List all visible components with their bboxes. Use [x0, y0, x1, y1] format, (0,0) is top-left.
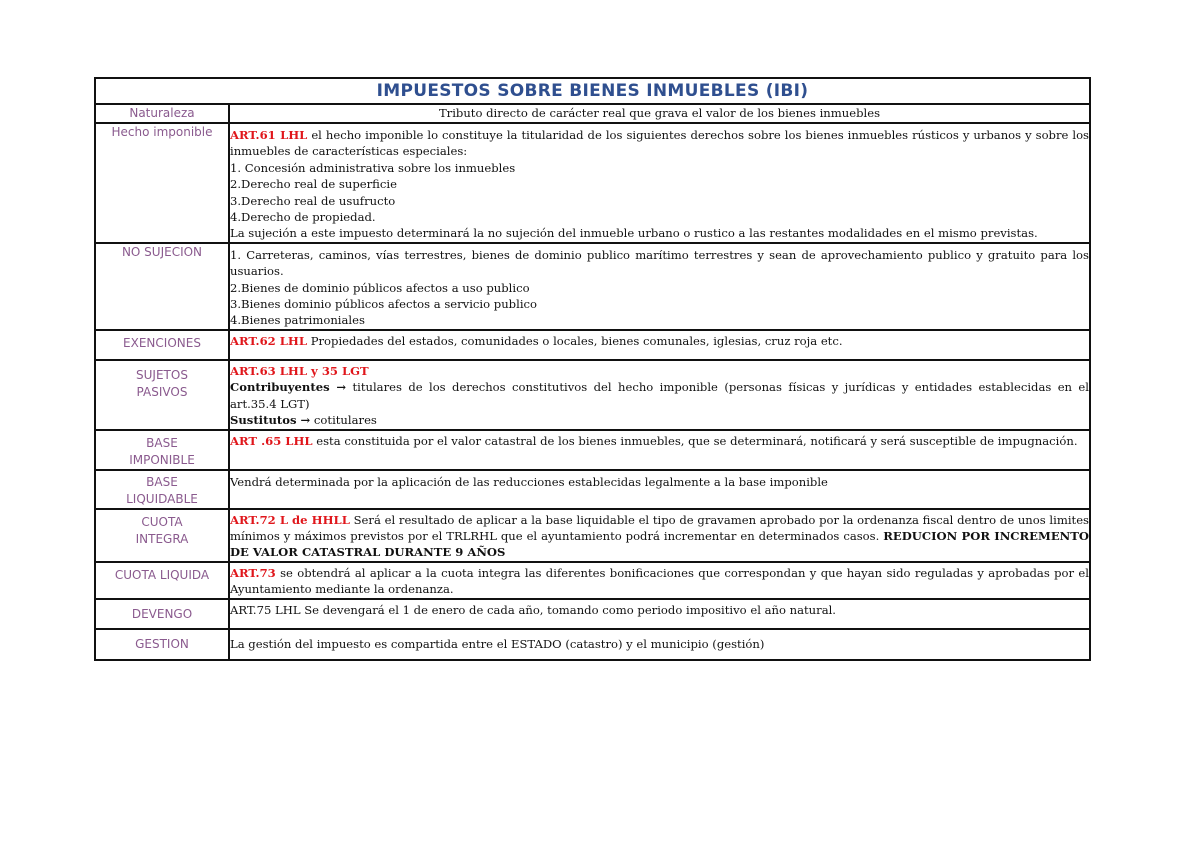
label-base-liquidable	[95, 470, 229, 509]
exenciones-text: Propiedades del estados, comunidades o locales, bienes comunales, iglesias, cruz roja etc.	[307, 333, 843, 348]
title-row	[95, 78, 1090, 104]
hecho-item: 3.Derecho real de usufructo	[230, 193, 396, 208]
cell-cuota-integra	[229, 509, 1090, 562]
cell-cuota-liquida	[229, 562, 1090, 599]
cell-no-sujecion	[229, 243, 1090, 330]
base-imponible-text: esta constituida por el valor catastral de los bienes inmuebles, que se determinará, notificará y será susceptible de impugnación.	[312, 433, 1078, 448]
row-sujetos-pasivos	[95, 360, 1090, 430]
cuota-integra-bold-text: REDUCION POR INCREMENTO DE VALOR CATASTRAL DURANTE 9 AÑOS	[230, 528, 1089, 560]
label-naturaleza: Naturaleza	[95, 104, 229, 123]
cell-exenciones	[229, 330, 1090, 360]
row-gestion	[95, 629, 1090, 660]
row-devengo	[95, 599, 1090, 629]
label-cuota-integra-line2: INTEGRA	[135, 531, 189, 546]
label-base-imponible	[95, 430, 229, 470]
label-cuota-liquida: CUOTA LIQUIDA	[95, 562, 229, 599]
table-title: IMPUESTOS SOBRE BIENES INMUEBLES (IBI)	[95, 78, 1090, 104]
no-sujecion-item: 2.Bienes de dominio públicos afectos a uso publico	[230, 280, 530, 295]
row-naturaleza	[95, 104, 1090, 123]
text-naturaleza: Tributo directo de carácter real que grava el valor de los bienes inmuebles	[229, 104, 1090, 123]
row-no-sujecion	[95, 243, 1090, 330]
hecho-closing: La sujeción a este impuesto determinará la no sujeción del inmueble urbano o rustico a las restantes modalidades en el mismo previstas.	[230, 226, 1038, 241]
row-cuota-liquida	[95, 562, 1090, 599]
cell-devengo: ART.75 LHL Se devengará el 1 de enero de cada año, tomando como periodo impositivo el año natural.	[229, 599, 1090, 629]
label-cuota-integra	[95, 509, 229, 562]
cuota-integra-article: ART.72 L de HHLL	[230, 512, 350, 527]
label-cuota-integra-line1: CUOTA	[141, 514, 183, 529]
sujetos-contribuyentes	[230, 379, 1089, 412]
no-sujecion-item: 1. Carreteras, caminos, vías terrestres, bienes de dominio publico marítimo terrestres y sean de aprovechamiento publico y gratuito para los usuarios.	[230, 247, 1089, 279]
label-sujetos-line1: SUJETOS	[136, 367, 188, 382]
hecho-item: 2.Derecho real de superficie	[230, 177, 397, 192]
contribuyentes-text: titulares de los derechos constitutivos del hecho imponible (personas físicas y jurídicas y entidades establecidas en el art.35.4 LGT)	[230, 380, 1089, 411]
sujetos-article: ART.63 LHL y 35 LGT	[230, 363, 369, 378]
cell-base-imponible	[229, 430, 1090, 470]
sujetos-sustitutos	[230, 412, 1089, 428]
label-base-liquidable-line2: LIQUIDABLE	[126, 491, 198, 506]
cuota-liquida-article: ART.73	[230, 565, 276, 580]
label-base-liquidable-line1: BASE	[146, 474, 178, 489]
hecho-article: ART.61 LHL	[230, 128, 308, 142]
cuota-liquida-text: se obtendrá al aplicar a la cuota integra las diferentes bonificaciones que correspondan y que hayan sido reguladas y aprobadas por el Ayuntamiento mediante la ordenanza.	[230, 565, 1089, 597]
label-devengo: DEVENGO	[95, 599, 229, 629]
row-base-liquidable	[95, 470, 1090, 509]
cell-sujetos-pasivos	[229, 360, 1090, 430]
label-sujetos-pasivos	[95, 360, 229, 430]
cell-gestion: La gestión del impuesto es compartida entre el ESTADO (catastro) y el municipio (gestión)	[229, 629, 1090, 660]
cuota-integra-text: Será el resultado de aplicar a la base liquidable el tipo de gravamen aprobado por la ordenanza fiscal dentro de unos limites mínimos y máximos previstos por el TRLRHL que el ayuntamiento podrá incrementar en determinados casos.	[230, 512, 1090, 543]
exenciones-article: ART.62 LHL	[230, 333, 308, 348]
label-base-imponible-line2: IMPONIBLE	[129, 452, 195, 467]
hecho-item: 1. Concesión administrativa sobre los inmuebles	[230, 160, 516, 175]
no-sujecion-item: 4.Bienes patrimoniales	[230, 313, 365, 328]
hecho-intro-text: el hecho imponible lo constituye la titularidad de los siguientes derechos sobre los bienes inmuebles rústicos y urbanos y sobre los inmuebles de características especiales:	[230, 128, 1089, 159]
ibi-summary-table	[94, 77, 1091, 661]
label-no-sujecion: NO SUJECION	[95, 243, 229, 330]
row-hecho-imponible	[95, 123, 1090, 243]
sustitutos-label: Sustitutos →	[230, 413, 311, 428]
base-imponible-article: ART .65 LHL	[230, 433, 313, 448]
label-base-imponible-line1: BASE	[146, 435, 178, 450]
row-exenciones	[95, 330, 1090, 360]
label-exenciones: EXENCIONES	[95, 330, 229, 360]
cell-base-liquidable: Vendrá determinada por la aplicación de las reducciones establecidas legalmente a la base imponible	[229, 470, 1090, 509]
hecho-intro	[230, 127, 1089, 160]
row-cuota-integra	[95, 509, 1090, 562]
row-base-imponible	[95, 430, 1090, 470]
contribuyentes-label: Contribuyentes →	[230, 380, 347, 395]
cell-hecho-imponible	[229, 123, 1090, 243]
label-gestion: GESTION	[95, 629, 229, 660]
label-sujetos-line2: PASIVOS	[136, 384, 188, 399]
hecho-item: 4.Derecho de propiedad.	[230, 210, 376, 225]
no-sujecion-item: 3.Bienes dominio públicos afectos a servicio publico	[230, 297, 537, 312]
label-hecho-imponible: Hecho imponible	[95, 123, 229, 243]
sustitutos-text: cotitulares	[310, 413, 377, 428]
